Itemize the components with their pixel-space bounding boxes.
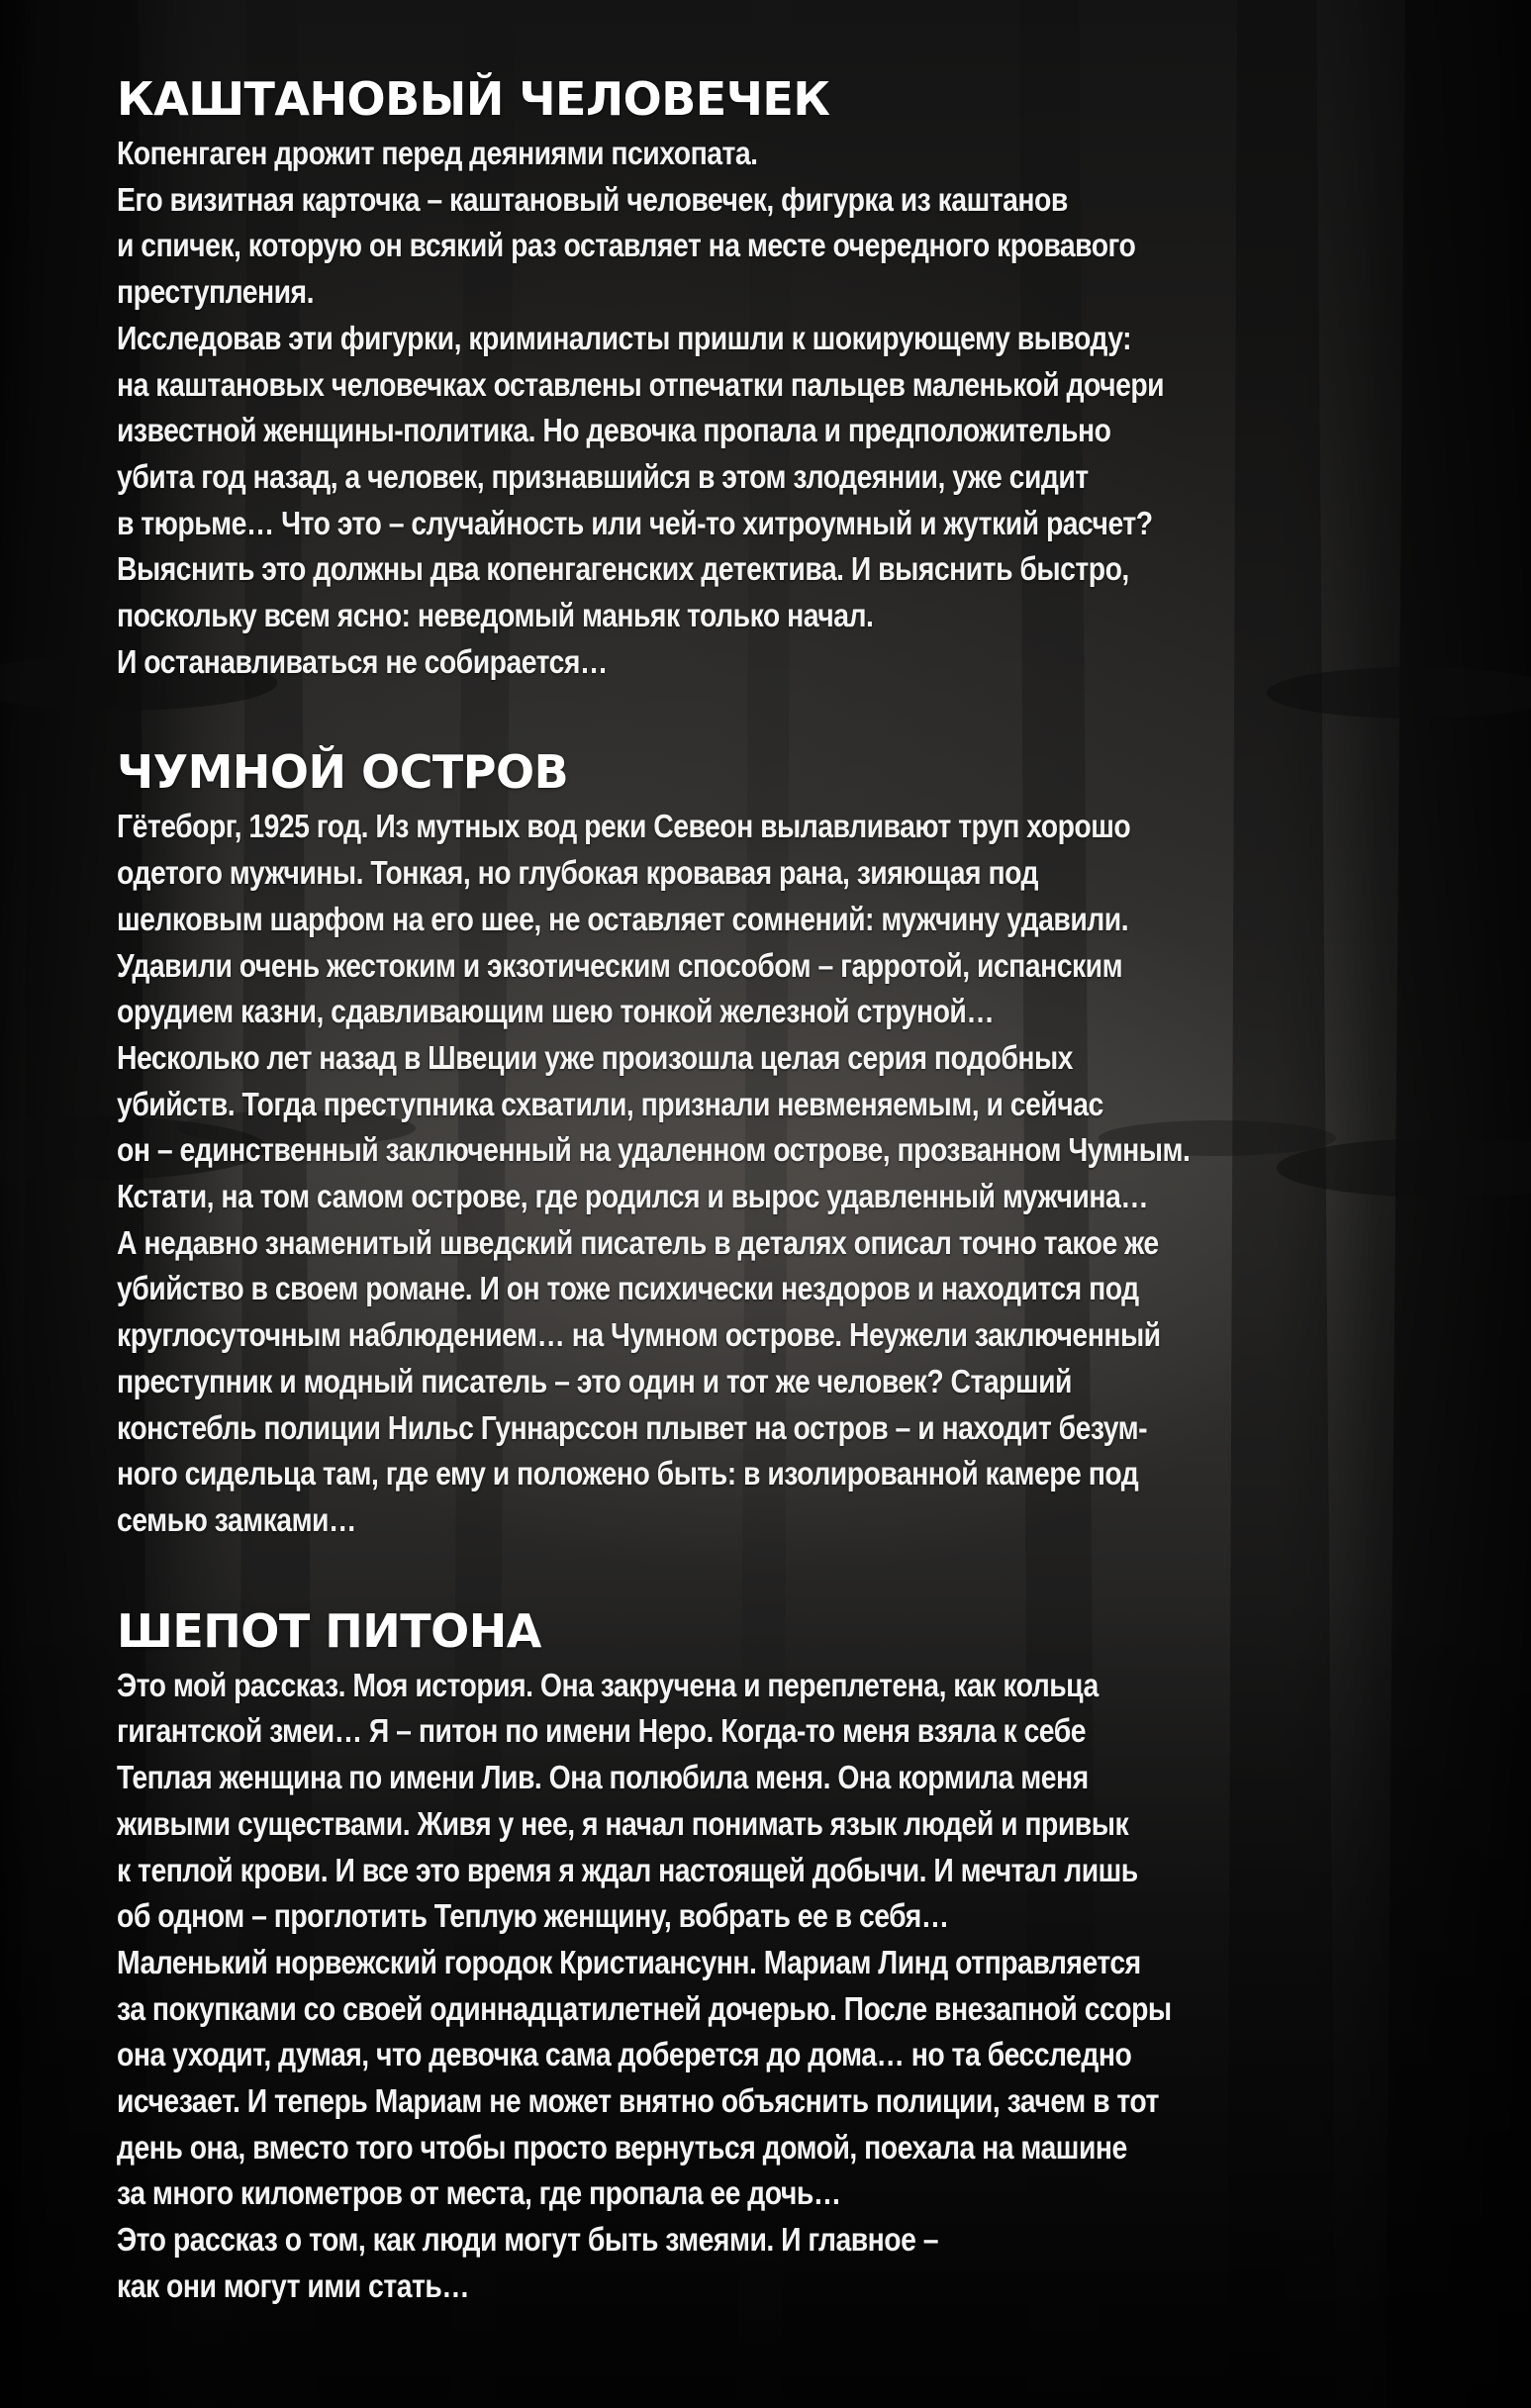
book-descriptions xyxy=(117,71,1433,2369)
body-line: семью замками… xyxy=(117,1500,356,1538)
body-line: А недавно знаменитый шведский писатель в деталях описал точно такое же xyxy=(117,1223,1159,1261)
body-line: исчезает. И теперь Мариам не может внятно объяснить полиции, зачем в тот xyxy=(117,2082,1159,2120)
section-python-whisper xyxy=(117,1603,1433,2310)
body-line: он – единственный заключенный на удаленном острове, прозванном Чумным. xyxy=(117,1131,1191,1169)
body-line: гигантской змеи… Я – питон по имени Неро. Когда-то меня взяла к себе xyxy=(117,1712,1086,1750)
body-line: Это мой рассказ. Моя история. Она закручена и переплетена, как кольца xyxy=(117,1666,1099,1703)
body-line: шелковым шарфом на его шее, не оставляет сомнений: мужчину удавили. xyxy=(117,900,1129,937)
section-body xyxy=(117,804,1433,1543)
body-line: круглосуточным наблюдением… на Чумном острове. Неужели заключенный xyxy=(117,1316,1161,1354)
section-title: ШЕПОТ ПИТОНА xyxy=(117,1603,541,1658)
body-line: убийств. Тогда преступника схватили, признали невменяемым, и сейчас xyxy=(117,1085,1103,1122)
body-line: известной женщины-политика. Но девочка пропала и предположительно xyxy=(117,412,1111,449)
body-line: об одном – проглотить Теплую женщину, вобрать ее в себя… xyxy=(117,1897,949,1935)
body-line: она уходит, думая, что девочка сама доберется до дома… но та бесследно xyxy=(117,2036,1132,2073)
body-line: Копенгаген дрожит перед деяниями психопата. xyxy=(117,135,758,171)
body-line: орудием казни, сдавливающим шею тонкой железной струной… xyxy=(117,993,995,1030)
body-line: Удавили очень жестоким и экзотическим способом – гарротой, испанским xyxy=(117,946,1123,984)
body-line: на каштановых человечках оставлены отпечатки пальцев маленькой дочери xyxy=(117,365,1165,403)
body-line: Несколько лет назад в Швеции уже произошла целая серия подобных xyxy=(117,1038,1073,1076)
body-line: за покупками со своей одиннадцатилетней дочерью. После внезапной ссоры xyxy=(117,1989,1172,2027)
section-plague-island xyxy=(117,744,1433,1543)
body-line: ного сидельца там, где ему и положено быть: в изолированной камере под xyxy=(117,1455,1139,1493)
body-line: Его визитная карточка – каштановый человечек, фигурка из каштанов xyxy=(117,180,1068,218)
body-line: одетого мужчины. Тонкая, но глубокая кровавая рана, зияющая под xyxy=(117,854,1039,892)
body-line: Маленький норвежский городок Кристиансунн. Мариам Линд отправляется xyxy=(117,1943,1141,1980)
body-line: Исследовав эти фигурки, криминалисты пришли к шокирующему выводу: xyxy=(117,319,1132,356)
body-line: поскольку всем ясно: неведомый маньяк только начал. xyxy=(117,597,874,634)
body-line: как они могут ими стать… xyxy=(117,2266,470,2304)
body-line: констебль полиции Нильс Гуннарссон плывет на остров – и находит безум- xyxy=(117,1408,1148,1446)
body-line: за много километров от места, где пропала ее дочь… xyxy=(117,2174,841,2212)
body-line: убийство в своем романе. И он тоже психически нездоров и находится под xyxy=(117,1270,1139,1307)
body-line: Выяснить это должны два копенгагенских детектива. И выяснить быстро, xyxy=(117,550,1129,588)
section-body xyxy=(117,131,1433,685)
section-chestnut-man xyxy=(117,71,1433,685)
body-line: Гётеборг, 1925 год. Из мутных вод реки Севеон вылавливают труп хорошо xyxy=(117,808,1131,845)
section-title: КАШТАНОВЫЙ ЧЕЛОВЕЧЕК xyxy=(117,72,830,126)
body-line: Это рассказ о том, как люди могут быть змеями. И главное – xyxy=(117,2221,939,2259)
body-line: Кстати, на том самом острове, где родился и вырос удавленный мужчина… xyxy=(117,1178,1149,1215)
body-line: и спичек, которую он всякий раз оставляет на месте очередного кровавого xyxy=(117,227,1136,264)
body-line: живыми существами. Живя у нее, я начал понимать язык людей и привык xyxy=(117,1804,1129,1842)
section-body xyxy=(117,1663,1433,2310)
body-line: убита год назад, а человек, признавшийся в этом злодеянии, уже сидит xyxy=(117,457,1089,495)
body-line: преступления. xyxy=(117,273,314,311)
body-line: Теплая женщина по имени Лив. Она полюбила меня. Она кормила меня xyxy=(117,1759,1089,1796)
body-line: в тюрьме… Что это – случайность или чей-то хитроумный и жуткий расчет? xyxy=(117,504,1153,541)
body-line: И останавливаться не собирается… xyxy=(117,642,608,680)
body-line: к теплой крови. И все это время я ждал настоящей добычи. И мечтал лишь xyxy=(117,1851,1138,1888)
section-title: ЧУМНОЙ ОСТРОВ xyxy=(117,745,569,800)
body-line: преступник и модный писатель – это один и тот же человек? Старший xyxy=(117,1362,1072,1399)
body-line: день она, вместо того чтобы просто вернуться домой, поехала на машине xyxy=(117,2128,1127,2166)
